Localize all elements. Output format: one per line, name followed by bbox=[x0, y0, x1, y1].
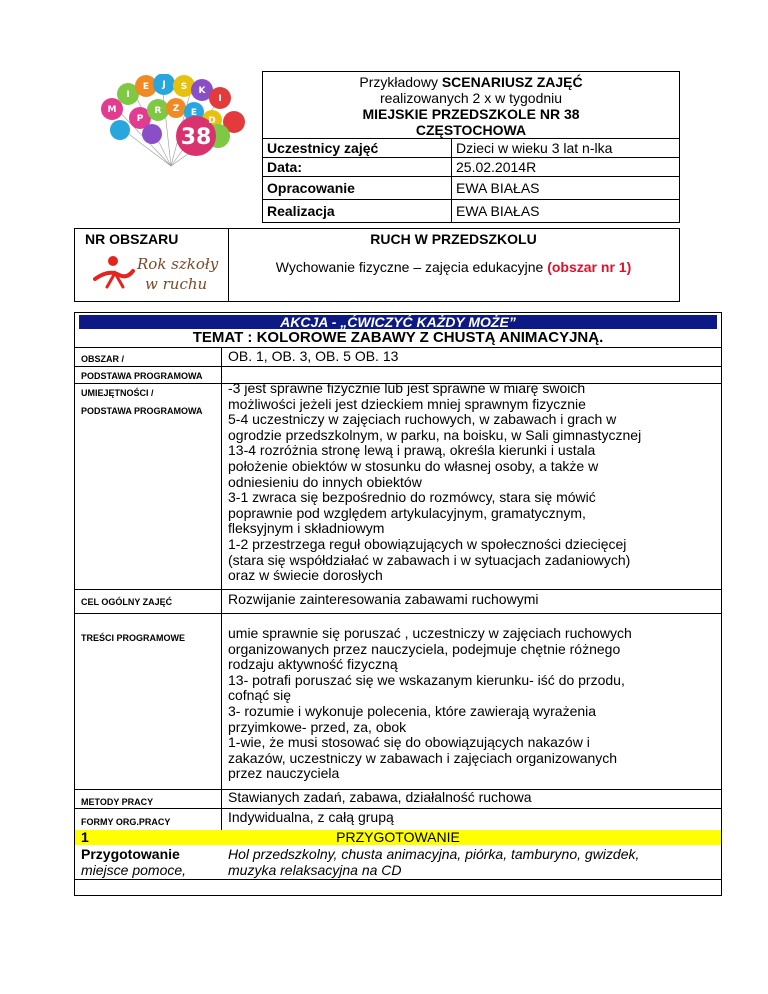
section-header bbox=[75, 830, 721, 845]
area-number-cell bbox=[75, 229, 229, 301]
svg-text:K: K bbox=[198, 86, 206, 96]
svg-text:Z: Z bbox=[172, 104, 180, 114]
svg-text:E: E bbox=[190, 108, 198, 118]
content-list: umie sprawnie się poruszać , uczestniczy w zajęciach ruchowych organizowanych przez nauczyciela, podejmuje chętnie różnego rodzaju aktywność fizyczną 13- potrafi poruszać się we wskazanym kierunku- iść do przodu, cofnąć się 3- rozumie i wykonuje polecenia, które zawierają wyrażenia przyimkowe- przed, za, obok 1-wie, że musi stosować się do obowiązujących nakazów i zakazów, uczestniczy w zabawach i zajęciach organizowanych przez nauczyciela bbox=[228, 625, 632, 782]
skills-list: -3 jest sprawne fizycznie lub jest sprawne w miarę swoich możliwości jeżeli jest dzieckiem mniej sprawnym fizycznie 5-4 uczestniczy w zajęciach ruchowych, w zabawach i grach w ogrodzie przedszkolnym, w parku, na boisku, w Sali gimnastycznej 13-4 rozróżnia stronę lewą i prawą, określa kierunki i ustala położenie obiektów w stosunku do własnej osoby, a także w odniesieniu do innych obiektów 3-1 zwraca się bezpośrednio do rozmówcy, stara się mówić poprawnie pod względem artykulacyjnym, gramatycznym, fleksyjnym i składniowym 1-2 przestrzega reguł obowiązujących w społeczności dziecięcej (stara się współdziałać w zabawach i w sytuacjach zadaniowych) oraz w świecie dorosłych bbox=[228, 380, 642, 584]
svg-text:38: 38 bbox=[180, 125, 212, 150]
label-forms: FORMY ORG.PRACY bbox=[81, 817, 171, 827]
svg-text:R: R bbox=[154, 106, 162, 116]
forms-value: Indywidualna, z całą grupą bbox=[228, 809, 394, 825]
label-methods: METODY PRACY bbox=[81, 797, 154, 807]
header-row-date: Data: 25.02.2014R bbox=[263, 158, 679, 177]
label-content: TREŚCI PROGRAMOWE bbox=[81, 633, 186, 643]
section-title: PRZYGOTOWANIE bbox=[336, 829, 460, 845]
svg-text:I: I bbox=[218, 94, 222, 104]
area-description: Wychowanie fizyczne – zajęcia edukacyjne (obszar nr 1) bbox=[275, 259, 632, 275]
school-name: MIEJSKIE PRZEDSZKOLE NR 38 bbox=[362, 106, 580, 122]
svg-text:M: M bbox=[107, 105, 117, 115]
runner-logo-icon bbox=[89, 249, 219, 297]
svg-text:I: I bbox=[126, 90, 130, 100]
header-row-participants: Uczestnicy zajęć Dzieci w wieku 3 lat n-lka bbox=[263, 139, 679, 158]
area-number-label: NR OBSZARU bbox=[85, 231, 179, 247]
header-title-cell bbox=[263, 72, 679, 139]
school-city: CZĘSTOCHOWA bbox=[415, 122, 527, 138]
svg-text:P: P bbox=[136, 114, 144, 124]
label-area-program: PODSTAWA PROGRAMOWA bbox=[81, 371, 203, 381]
svg-text:S: S bbox=[180, 82, 188, 92]
lesson-table bbox=[74, 312, 722, 896]
school-logo bbox=[92, 74, 250, 168]
lesson-topic: TEMAT : KOLOROWE ZABAWY Z CHUSTĄ ANIMACYJNĄ. bbox=[192, 329, 604, 346]
action-banner: AKCJA - „ĆWICZYĆ KAŻDY MOŻE” bbox=[79, 315, 717, 329]
area-value: OB. 1, OB. 3, OB. 5 OB. 13 bbox=[228, 348, 399, 364]
label-skills-program: PODSTAWA PROGRAMOWA bbox=[81, 406, 203, 416]
svg-text:Rok szkoły: Rok szkoły bbox=[137, 255, 219, 273]
svg-text:E: E bbox=[142, 82, 150, 92]
svg-text:D: D bbox=[208, 116, 216, 126]
area-box bbox=[74, 228, 680, 302]
prep-value: Hol przedszkolny, chusta animacyjna, piórka, tamburyno, gwizdek, muzyka relaksacyjna na CD bbox=[228, 846, 640, 878]
balloons-icon bbox=[92, 74, 250, 168]
header-row-realization: Realizacja EWA BIAŁAS bbox=[263, 200, 679, 222]
label-skills: UMIEJĘTNOŚCI / bbox=[81, 388, 154, 398]
scenario-title: Przykładowy SCENARIUSZ ZAJĘĆ bbox=[359, 74, 583, 90]
svg-text:w ruchu: w ruchu bbox=[145, 275, 208, 293]
methods-value: Stawianych zadań, zabawa, działalność ruchowa bbox=[228, 789, 532, 805]
area-title: RUCH W PRZEDSZKOLU bbox=[370, 231, 537, 247]
header-row-author: Opracowanie EWA BIAŁAS bbox=[263, 177, 679, 200]
header-table bbox=[262, 71, 680, 223]
label-goal: CEL OGÓLNY ZAJĘĆ bbox=[81, 597, 173, 607]
svg-text:J: J bbox=[162, 80, 166, 90]
label-area: OBSZAR / bbox=[81, 354, 125, 364]
section-number: 1 bbox=[81, 829, 89, 845]
scenario-subtitle: realizowanych 2 x w tygodniu bbox=[379, 90, 563, 106]
prep-label: Przygotowanie miejsce pomoce, bbox=[81, 846, 187, 878]
goal-value: Rozwijanie zainteresowania zabawami ruchowymi bbox=[228, 591, 539, 607]
